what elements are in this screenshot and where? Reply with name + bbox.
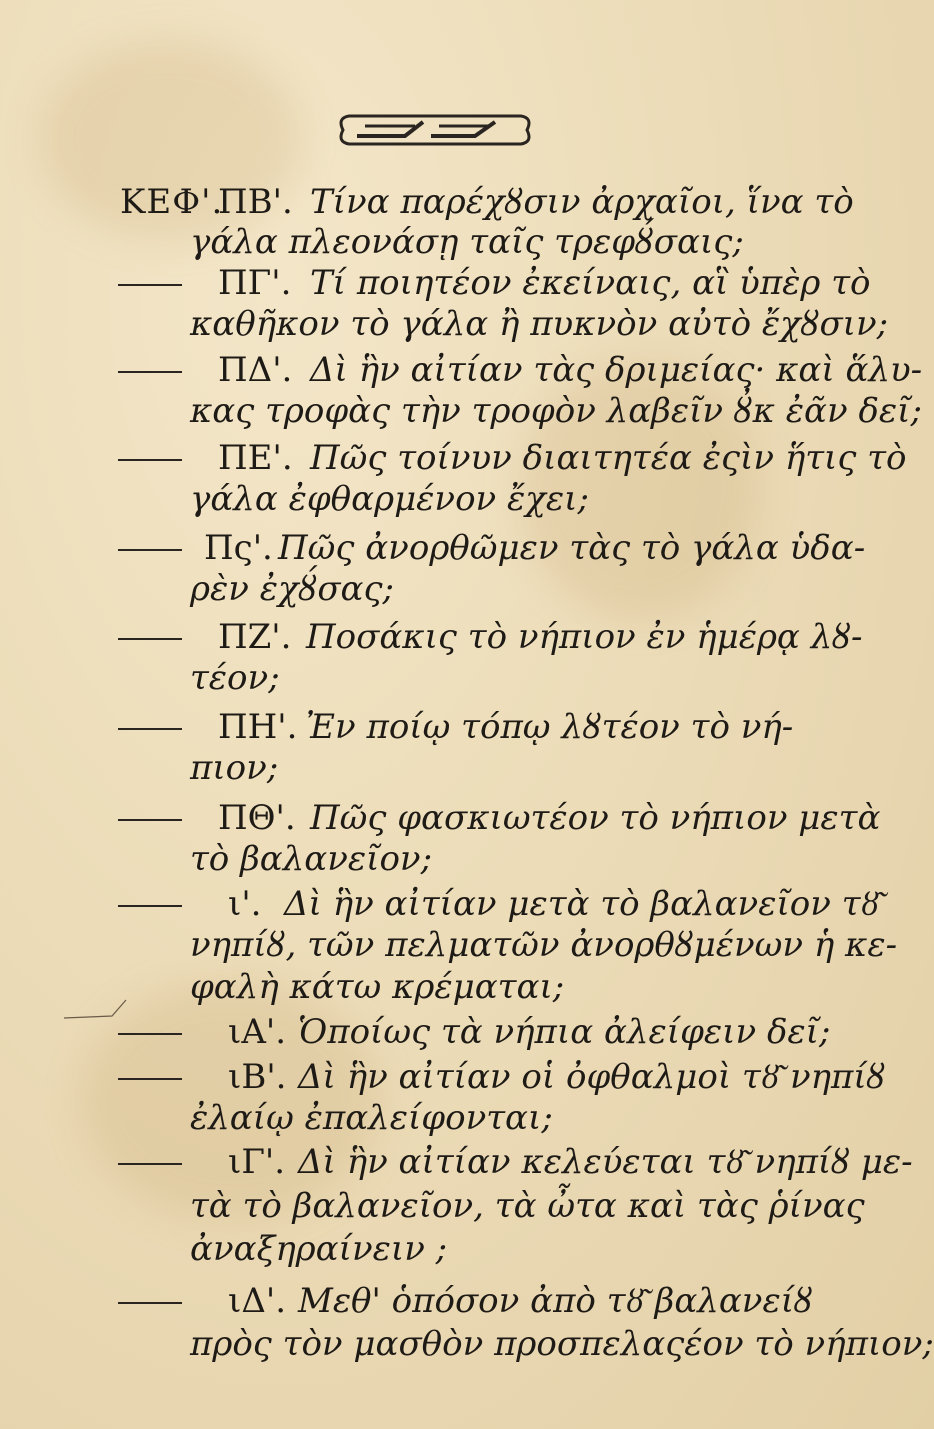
entry-line: πιον; (190, 748, 279, 788)
dash-rule (118, 1163, 182, 1165)
entry-line: Μεθ' ὁπόσον ἀπὸ τȣ͂ βαλανείȣ (298, 1281, 813, 1321)
margin-mark-icon (60, 996, 130, 1026)
entry-number: ΠΘ'. (218, 798, 296, 838)
entry-line: ἀναξηραίνειν ; (190, 1229, 448, 1269)
entry-line: ἐλαίῳ ἐπαλείφονται; (190, 1098, 553, 1138)
entry-line: γάλα ἐφθαρμένον ἔχει; (190, 479, 589, 519)
entry-number: ΠΓ'. (218, 263, 292, 303)
entry-line: Ὁποίως τὰ νήπια ἀλείφειν δεῖ; (298, 1012, 831, 1052)
chapter-heading: ΚΕΦ'. (120, 182, 224, 222)
dash-rule (118, 638, 182, 640)
entry-number: ιΔ'. (228, 1281, 287, 1321)
entry-line: Δὶ ἣν αἰτίαν οἱ ὀφθαλμοὶ τȣ͂ νηπίȣ (298, 1057, 886, 1097)
entry-line: πρὸς τὸν μασθὸν προσπελαςέον τὸ νήπιον; (190, 1324, 934, 1364)
entry-number: ΠΖ'. (218, 617, 292, 657)
dash-rule (118, 905, 182, 907)
entry-line: τὰ τὸ βαλανεῖον, τὰ ὦτα καὶ τὰς ῥίνας (190, 1186, 865, 1226)
dash-rule (118, 1078, 182, 1080)
entry-line: Δὶ ἣν αἰτίαν κελεύεται τȣ͂ νηπίȣ με- (298, 1142, 913, 1182)
dash-rule (118, 371, 182, 373)
entry-line: φαλὴ κάτω κρέμαται; (190, 967, 565, 1007)
ornament-icon (335, 108, 535, 150)
entry-line: τέον; (190, 658, 280, 698)
entry-number: ΠΔ'. (218, 350, 293, 390)
dash-rule (118, 459, 182, 461)
dash-rule (118, 728, 182, 730)
entry-number: ι'. (228, 884, 262, 924)
dash-rule (118, 549, 182, 551)
dash-rule (118, 1302, 182, 1304)
entry-line: νηπίȣ, τῶν πελματῶν ἀνορθȣμένων ἡ κε- (190, 925, 898, 965)
entry-number: ΠΕ'. (218, 438, 293, 478)
entry-line: Δὶ ἣν αἰτίαν τὰς δριμείας· καὶ ἅλυ- (310, 350, 923, 390)
entry-line: τὸ βαλανεῖον; (190, 839, 433, 879)
entry-line: Δὶ ἣν αἰτίαν μετὰ τὸ βαλανεῖον τȣ͂ (284, 884, 879, 924)
entry-number: ιΒ'. (228, 1057, 287, 1097)
entry-line: κας τροφὰς τὴν τροφὸν λαβεῖν ȣ̓κ ἐᾶν δεῖ; (190, 391, 922, 431)
entry-line: Ποσάκις τὸ νήπιον ἐν ἡμέρᾳ λȣ- (306, 617, 863, 657)
entry-line: γάλα πλεονάσῃ ταῖς τρεφȣ́σαις; (190, 222, 744, 262)
entry-number: ιΑ'. (228, 1012, 287, 1052)
entry-number: Πς'. (204, 528, 273, 568)
entry-line: Πῶς τοίνυν διαιτητέα ἐςὶν ἥτις τὸ (310, 438, 907, 478)
dash-rule (118, 284, 182, 286)
entry-line: καθῆκον τὸ γάλα ἢ πυκνὸν αὐτὸ ἔχȣσιν; (190, 304, 889, 344)
entry-line: Πῶς ἀνορθῶμεν τὰς τὸ γάλα ὑδα- (278, 528, 866, 568)
dash-rule (118, 819, 182, 821)
entry-line: ρὲν ἐχȣ́σας; (190, 569, 394, 609)
entry-number: ιΓ'. (228, 1142, 286, 1182)
entry-line: Πῶς φασκιωτέον τὸ νήπιον μετὰ (310, 798, 881, 838)
entry-line: Τίνα παρέχȣσιν ἀρχαῖοι, ἵνα τὸ (310, 182, 854, 222)
entry-number: ΠΗ'. (218, 707, 298, 747)
entry-line: Ἐν ποίῳ τόπῳ λȣτέον τὸ νή- (306, 707, 794, 747)
dash-rule (118, 1033, 182, 1035)
entry-number: ΠΒ'. (218, 182, 293, 222)
entry-line: Τί ποιητέον ἐκείναις, αἳ ὑπὲρ τὸ (310, 263, 871, 303)
